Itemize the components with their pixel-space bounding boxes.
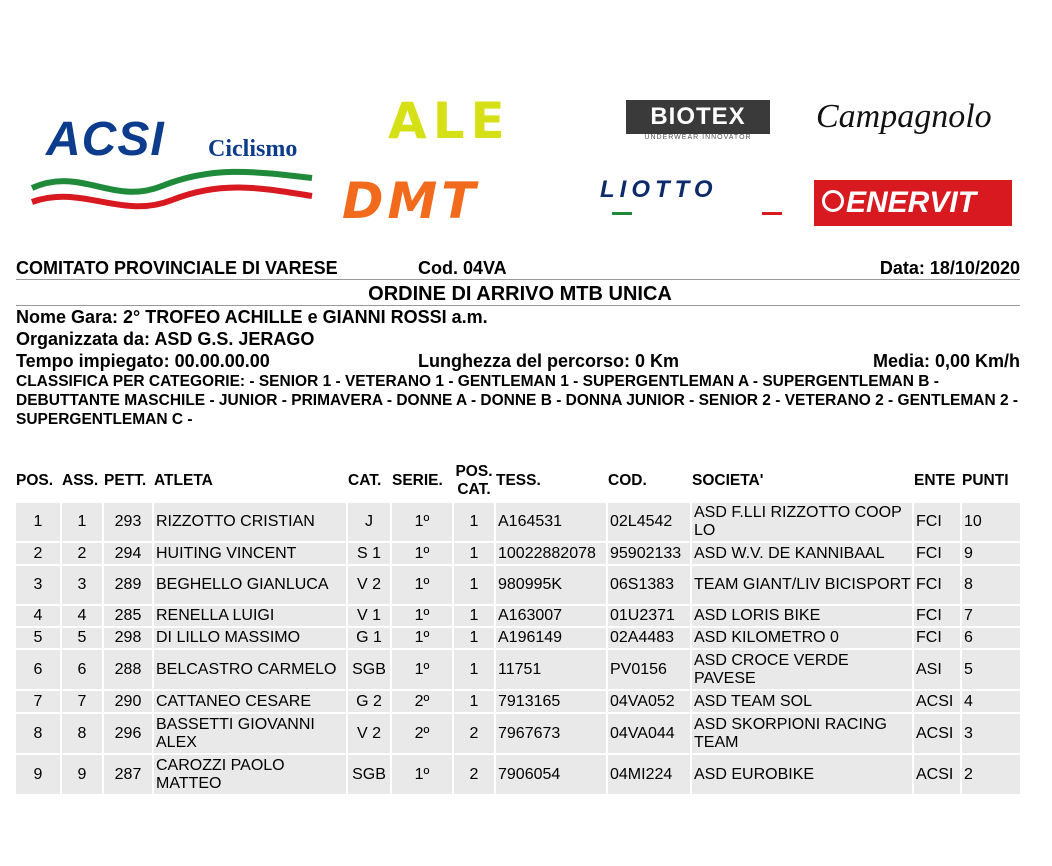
cell-atleta: BASSETTI GIOVANNI ALEX [154,714,346,753]
cell-pett: 288 [104,650,152,689]
cell-pett: 294 [104,543,152,564]
cell-ente: ACSI [914,714,960,753]
cell-atleta: RENELLA LUIGI [154,606,346,626]
acsi-ciclismo-text: Ciclismo [208,136,298,162]
cell-tess: 7967673 [496,714,606,753]
cell-ente: FCI [914,566,960,604]
cell-tess: 980995K [496,566,606,604]
cell-cod: 95902133 [608,543,690,564]
cell-pos-cat: 1 [454,566,494,604]
cell-atleta: CAROZZI PAOLO MATTEO [154,755,346,794]
cell-cat: G 2 [348,691,390,712]
cell-atleta: BELCASTRO CARMELO [154,650,346,689]
cell-pos-cat: 1 [454,503,494,541]
cell-ass: 7 [62,691,102,712]
cell-pos: 7 [16,691,60,712]
liotto-flag-red [762,212,782,215]
cell-pos: 4 [16,606,60,626]
cell-punti: 2 [962,755,1020,794]
cell-pett: 290 [104,691,152,712]
column-header-cod: COD. [608,472,647,489]
ale-logo: ALE [388,92,511,150]
cell-punti: 3 [962,714,1020,753]
cell-punti: 9 [962,543,1020,564]
page-title: ORDINE DI ARRIVO MTB UNICA [368,283,672,305]
cell-serie: 1º [392,650,452,689]
cell-ass: 1 [62,503,102,541]
cell-atleta: CATTANEO CESARE [154,691,346,712]
cell-cod: 04VA052 [608,691,690,712]
cell-pos: 9 [16,755,60,794]
cell-cod: 02L4542 [608,503,690,541]
cell-societa: ASD F.LLI RIZZOTTO COOP LO [692,503,912,541]
cell-societa: ASD LORIS BIKE [692,606,912,626]
column-header-serie: SERIE. [392,472,443,489]
cell-serie: 1º [392,503,452,541]
comitato-text: COMITATO PROVINCIALE DI VARESE [16,258,338,278]
cell-pett: 287 [104,755,152,794]
classifica-text: CLASSIFICA PER CATEGORIE: - SENIOR 1 - VETERANO 1 - GENTLEMAN 1 - SUPERGENTLEMAN A - SUPERGENTLEMAN B - DEBUTTANTE MASCHILE - JUNIOR - PRIMAVERA - DONNE A - DONNE B - DONNA JUNIOR - SENIOR 2 - VETERANO 2 - GENTLEMAN 2 - SUPERGENTLEMAN C - [16,373,1019,428]
cell-serie: 1º [392,755,452,794]
dmt-logo: DMT [342,172,480,230]
cell-ente: FCI [914,628,960,648]
header-divider [16,279,1020,280]
liotto-logo: LIOTTO [600,176,718,203]
column-header-ass: ASS. [62,472,99,489]
cell-societa: ASD CROCE VERDE PAVESE [692,650,912,689]
cell-societa: ASD W.V. DE KANNIBAAL [692,543,912,564]
cell-pos-cat: 1 [454,691,494,712]
cell-ente: FCI [914,543,960,564]
cell-pos-cat: 1 [454,650,494,689]
cell-societa: ASD KILOMETRO 0 [692,628,912,648]
cell-atleta: DI LILLO MASSIMO [154,628,346,648]
cell-cod: 06S1383 [608,566,690,604]
column-header-pos-cat: POS. CAT. [455,463,493,498]
cell-atleta: HUITING VINCENT [154,543,346,564]
column-header-societa: SOCIETA' [692,472,764,489]
cell-pos-cat: 1 [454,543,494,564]
biotex-logo-text: BIOTEX [650,103,746,130]
cell-punti: 10 [962,503,1020,541]
cell-ass: 3 [62,566,102,604]
cell-pos: 8 [16,714,60,753]
cell-serie: 2º [392,714,452,753]
cell-pett: 293 [104,503,152,541]
cell-serie: 2º [392,691,452,712]
cell-atleta: RIZZOTTO CRISTIAN [154,503,346,541]
cell-societa: ASD TEAM SOL [692,691,912,712]
cell-ass: 2 [62,543,102,564]
organizzata-text: Organizzata da: ASD G.S. JERAGO [16,329,315,349]
cell-tess: 7913165 [496,691,606,712]
enervit-arrow-icon [822,190,844,212]
cell-tess: 11751 [496,650,606,689]
cell-serie: 1º [392,543,452,564]
cell-ass: 5 [62,628,102,648]
cell-ente: ASI [914,650,960,689]
cell-atleta: BEGHELLO GIANLUCA [154,566,346,604]
cod-text: Cod. 04VA [418,258,507,278]
column-header-pett: PETT. [104,472,147,489]
nome-gara-text: Nome Gara: 2° TROFEO ACHILLE e GIANNI ROSSI a.m. [16,307,488,327]
cell-ass: 9 [62,755,102,794]
campagnolo-logo: Campagnolo [816,98,992,135]
media-text: Media: 0,00 Km/h [872,351,1020,371]
cell-cat: SGB [348,650,390,689]
cell-tess: A196149 [496,628,606,648]
acsi-wordmark: ACSI [46,113,165,166]
cell-pett: 285 [104,606,152,626]
cell-pos-cat: 2 [454,714,494,753]
column-header-punti: PUNTI [962,472,1009,489]
column-header-atleta: ATLETA [154,472,213,489]
cell-cod: 02A4483 [608,628,690,648]
cell-ass: 4 [62,606,102,626]
title-divider [16,305,1020,306]
cell-tess: A163007 [496,606,606,626]
cell-tess: 7906054 [496,755,606,794]
cell-cat: J [348,503,390,541]
cell-punti: 6 [962,628,1020,648]
column-header-tess: TESS. [496,472,541,489]
cell-tess: A164531 [496,503,606,541]
cell-cat: V 2 [348,566,390,604]
cell-tess: 10022882078 [496,543,606,564]
cell-societa: ASD EUROBIKE [692,755,912,794]
cell-cat: S 1 [348,543,390,564]
lunghezza-text: Lunghezza del percorso: 0 Km [418,351,680,371]
cell-serie: 1º [392,566,452,604]
biotex-logo-subtext: UNDERWEAR INNOVATOR [644,134,752,141]
cell-cat: SGB [348,755,390,794]
cell-punti: 4 [962,691,1020,712]
cell-pett: 298 [104,628,152,648]
cell-ente: FCI [914,503,960,541]
cell-pett: 296 [104,714,152,753]
cell-societa: TEAM GIANT/LIV BICISPORT [692,566,912,604]
cell-ente: FCI [914,606,960,626]
column-header-cat: CAT. [348,472,382,489]
enervit-logo-text: ENERVIT [846,186,977,219]
cell-punti: 8 [962,566,1020,604]
cell-cod: 04MI224 [608,755,690,794]
cell-cat: V 2 [348,714,390,753]
cell-ente: ACSI [914,691,960,712]
liotto-flag-green [612,212,632,215]
date-text: Data: 18/10/2020 [879,258,1020,278]
cell-pos: 1 [16,503,60,541]
cell-pos: 6 [16,650,60,689]
cell-pos-cat: 1 [454,606,494,626]
cell-serie: 1º [392,628,452,648]
cell-pos: 5 [16,628,60,648]
column-header-ente: ENTE [914,472,956,489]
cell-ass: 6 [62,650,102,689]
cell-pos-cat: 1 [454,628,494,648]
cell-cat: V 1 [348,606,390,626]
cell-serie: 1º [392,606,452,626]
cell-cod: 01U2371 [608,606,690,626]
cell-cod: PV0156 [608,650,690,689]
cell-ass: 8 [62,714,102,753]
cell-pos: 2 [16,543,60,564]
cell-cat: G 1 [348,628,390,648]
cell-pos: 3 [16,566,60,604]
cell-ente: ACSI [914,755,960,794]
cell-punti: 7 [962,606,1020,626]
cell-punti: 5 [962,650,1020,689]
cell-cod: 04VA044 [608,714,690,753]
cell-pett: 289 [104,566,152,604]
tempo-text: Tempo impiegato: 00.00.00.00 [16,351,270,371]
cell-societa: ASD SKORPIONI RACING TEAM [692,714,912,753]
cell-pos-cat: 2 [454,755,494,794]
column-header-pos: POS. [16,472,54,489]
